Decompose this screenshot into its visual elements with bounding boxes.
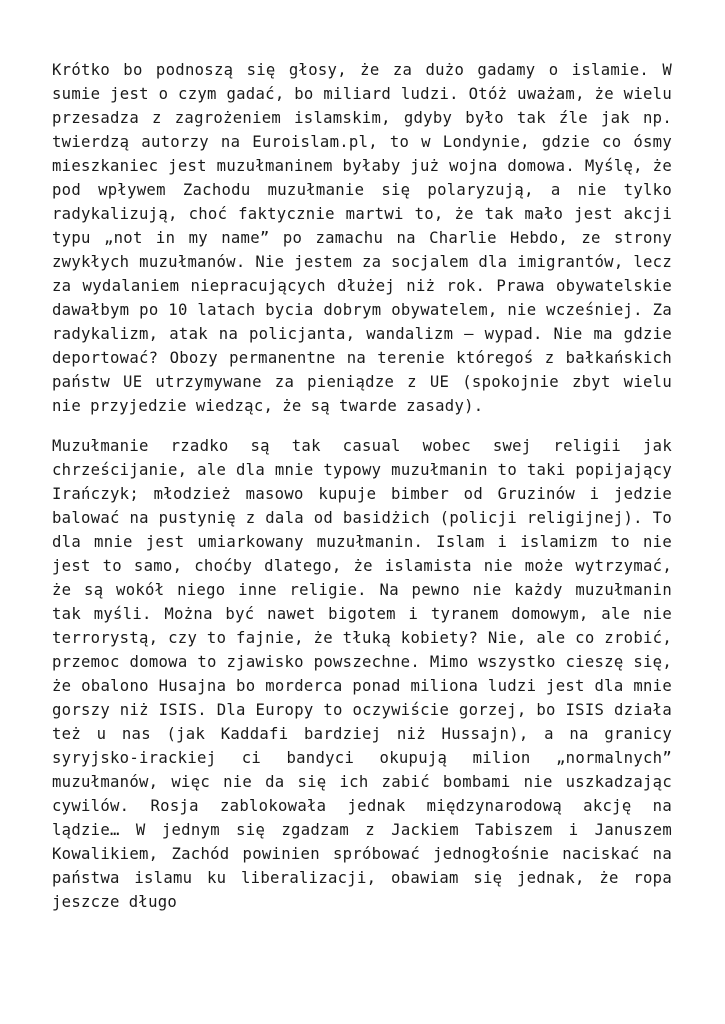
paragraph-1: Krótko bo podnoszą się głosy, że za dużo gadamy o islamie. W sumie jest o czym gadać, bo miliard ludzi. Otóż uważam, że wielu przesadza z zagrożeniem islamskim, gdyby było tak źle jak np. twierdzą autorzy na Euroislam.pl, to w Londynie, gdzie co ósmy mieszkaniec jest muzułmaninem byłaby już wojna domowa. Myślę, że pod wpływem Zachodu muzułmanie się polaryzują, a nie tylko radykalizują, choć faktycznie martwi to, że tak mało jest akcji typu „not in my name” po zamachu na Charlie Hebdo, ze strony zwykłych muzułmanów. Nie jestem za socjalem dla imigrantów, lecz za wydalaniem niepracujących dłużej niż rok. Prawa obywatelskie dawałbym po 10 latach bycia dobrym obywatelem, nie wcześniej. Za radykalizm, atak na policjanta, wandalizm – wypad. Nie ma gdzie deportować? Obozy permanentne na terenie któregoś z bałkańskich państw UE utrzymywane za pieniądze z UE (spokojnie zbyt wielu nie przyjedzie wiedząc, że są twarde zasady). <box>52 61 672 415</box>
document-body <box>52 58 672 914</box>
paragraph-2: Muzułmanie rzadko są tak casual wobec swej religii jak chrześcijanie, ale dla mnie typowy muzułmanin to taki popijający Irańczyk; młodzież masowo kupuje bimber od Gruzinów i jedzie balować na pustynię z dala od basidżich (policji religijnej). To dla mnie jest umiarkowany muzułmanin. Islam i islamizm to nie jest to samo, choćby dlatego, że islamista nie może wytrzymać, że są wokół niego inne religie. Na pewno nie każdy muzułmanin tak myśli. Można być nawet bigotem i tyranem domowym, ale nie terrorystą, czy to fajnie, że tłuką kobiety? Nie, ale co zrobić, przemoc domowa to zjawisko powszechne. Mimo wszystko cieszę się, że obalono Husajna bo morderca ponad miliona ludzi jest dla mnie gorszy niż ISIS. Dla Europy to oczywiście gorzej, bo ISIS działa też u nas (jak Kaddafi bardziej niż Hussajn), a na granicy syryjsko-irackiej ci bandyci okupują milion „normalnych” muzułmanów, więc nie da się ich zabić bombami nie uszkadzając cywilów. Rosja zablokowała jednak międzynarodową akcję na lądzie… W jednym się zgadzam z Jackiem Tabiszem i Januszem Kowalikiem, Zachód powinien spróbować jednogłośnie naciskać na państwa islamu ku liberalizacji, obawiam się jednak, że ropa jeszcze długo <box>52 437 672 911</box>
